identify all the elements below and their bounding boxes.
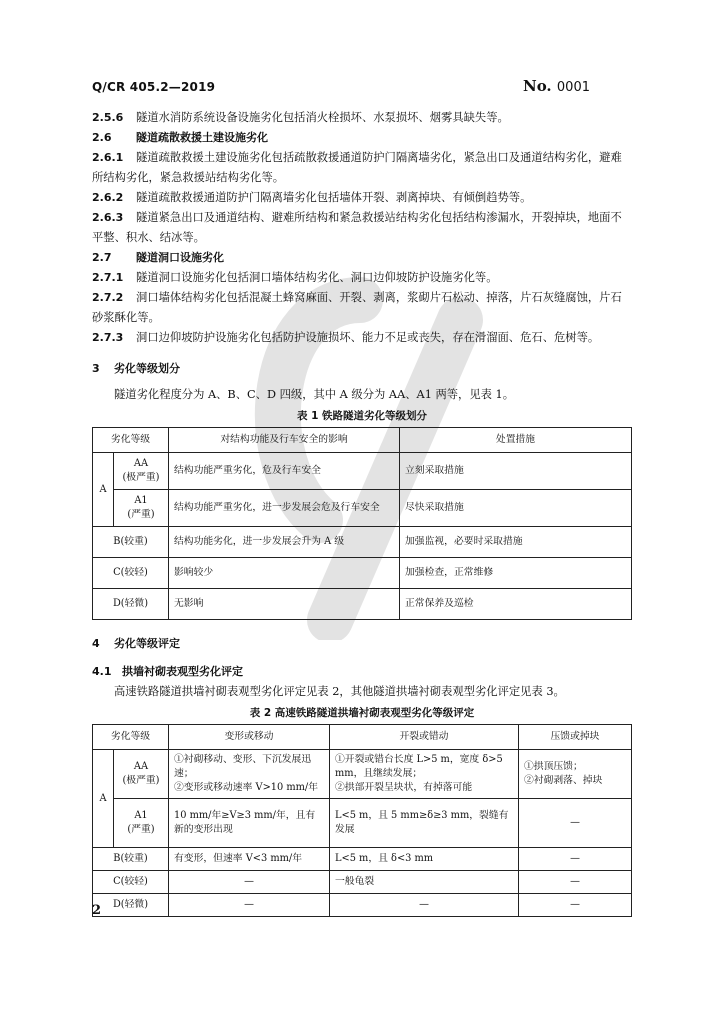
heading-text: 隧道洞口设施劣化 [136,251,224,264]
grade-desc: (极严重) [122,472,160,483]
clause-2-6-2 [92,188,632,208]
crack-cell: L<5 m，且 5 mm≥δ≥3 mm，裂缝有发展 [330,799,519,848]
crack-cell: — [330,894,519,917]
heading-number: 4.1 [92,665,112,678]
grade-cell [114,490,169,527]
table-2 [92,724,632,917]
table-row [93,871,632,894]
grade-cell: B(较重) [93,848,169,871]
grade-cell [114,799,169,848]
table-row [93,490,632,527]
table-header-row [93,725,632,750]
spall-cell: — [519,871,632,894]
column-header: 对结构功能及行车安全的影响 [169,428,400,453]
clause-number: 2.7.2 [92,291,124,304]
heading-text: 拱墙衬砌表观型劣化评定 [122,665,243,678]
grade-desc: (极严重) [122,775,160,786]
heading-2-6 [92,128,632,148]
clause-number: 2.6.3 [92,211,124,224]
grade-cell: C(较轻) [93,871,169,894]
effect-cell: 无影响 [169,589,400,620]
deform-cell [169,750,330,799]
column-header: 压馈或掉块 [519,725,632,750]
table-row [93,558,632,589]
action-cell: 加强检查，正常维修 [400,558,632,589]
deform-cell: 10 mm/年≥V≥3 mm/年，且有新的变形出现 [169,799,330,848]
action-cell: 正常保养及巡检 [400,589,632,620]
cell-line: ①衬砌移动、变形、下沉发展迅速； [174,754,312,779]
table-row [93,894,632,917]
grade-desc: (严重) [127,824,155,835]
document-code: Q/CR 405.2—2019 [92,80,216,94]
number-label: No. [522,77,552,95]
clause-2-5-6 [92,108,632,128]
clause-text: 隧道紧急出口及通道结构、避难所结构和紧急救援站结构劣化包括结构渗漏水，开裂掉块，地面不平整、积水、结冰等。 [92,211,622,244]
clause-2-7-2 [92,288,632,328]
table-1-title: 表 1 铁路隧道劣化等级划分 [296,410,428,422]
grade-cell: B(较重) [93,527,169,558]
crack-cell [330,750,519,799]
clause-number: 2.6.2 [92,191,124,204]
table-row [93,750,632,799]
clause-number: 2.7.1 [92,271,124,284]
column-header: 开裂或错动 [330,725,519,750]
page-number: 2 [92,903,102,918]
table-row [93,799,632,848]
clause-number: 2.5.6 [92,111,124,124]
heading-2-7 [92,248,632,268]
deform-cell: — [169,894,330,917]
heading-3 [92,359,632,379]
clause-2-6-1 [92,148,632,188]
grade-desc: (严重) [127,509,155,520]
clause-text: 隧道洞口设施劣化包括洞口墙体结构劣化、洞口边仰坡防护设施劣化等。 [136,271,498,284]
heading-text: 劣化等级划分 [114,362,180,375]
cell-line: ②衬砌剥落、掉块 [524,775,603,786]
crack-cell: L<5 m，且 δ<3 mm [330,848,519,871]
heading-4-1 [92,662,632,682]
table-header-row [93,428,632,453]
grade-cell [114,750,169,799]
clause-text: 隧道疏散救援土建设施劣化包括疏散救援通道防护门隔离墙劣化，紧急出口及通道结构劣化，避难所结构劣化，紧急救援站结构劣化等。 [92,151,622,184]
heading-number: 4 [92,637,100,650]
grade-cell: C(较轻) [93,558,169,589]
cell-line: ①拱顶压馈； [524,761,583,772]
clause-number: 2.7.3 [92,331,124,344]
effect-cell: 结构功能严重劣化，进一步发展会危及行车安全 [169,490,400,527]
table-row [93,453,632,490]
action-cell: 尽快采取措施 [400,490,632,527]
heading-number: 2.7 [92,251,112,264]
grade-code: AA [133,458,149,469]
table-row [93,848,632,871]
heading-number: 2.6 [92,131,112,144]
heading-4 [92,634,632,654]
effect-cell: 结构功能劣化，进一步发展会升为 A 级 [169,527,400,558]
cell-line: ②拱部开裂呈块状，有掉落可能 [335,782,473,793]
heading-number: 3 [92,362,100,375]
table-2-title: 表 2 高速铁路隧道拱墙衬砌表观型劣化等级评定 [249,707,475,719]
grade-cell [114,453,169,490]
clause-number: 2.6.1 [92,151,124,164]
table-row [93,589,632,620]
clause-text: 洞口边仰坡防护设施劣化包括防护设施损坏、能力不足或丧失，存在滑溜面、危石、危树等。 [136,331,600,344]
action-cell: 立刻采取措施 [400,453,632,490]
column-header: 处置措施 [400,428,632,453]
document-number [523,77,590,95]
deform-cell: — [169,871,330,894]
effect-cell: 结构功能严重劣化，危及行车安全 [169,453,400,490]
column-header: 劣化等级 [93,725,169,750]
clause-2-7-1 [92,268,632,288]
number-value: 0001 [556,80,590,95]
grade-cell: D(轻微) [93,589,169,620]
crack-cell: 一般龟裂 [330,871,519,894]
spall-cell: — [519,848,632,871]
spall-cell: — [519,799,632,848]
spall-cell [519,750,632,799]
table-row [93,527,632,558]
cell-line: ①开裂或错台长度 L>5 m，宽度 δ>5 mm，且继续发展； [335,754,503,779]
grade-code: A1 [134,810,148,821]
spall-cell: — [519,894,632,917]
heading-text: 劣化等级评定 [114,637,180,650]
table-1 [92,427,632,620]
effect-cell: 影响较少 [169,558,400,589]
grade-cell: D(轻微) [93,894,169,917]
section-4-1-intro: 高速铁路隧道拱墙衬砌表观型劣化评定见表 2，其他隧道拱墙衬砌表观型劣化评定见表 3。 [114,685,565,698]
grade-code: AA [133,761,149,772]
column-header: 变形或移动 [169,725,330,750]
document-body [92,108,632,917]
deform-cell: 有变形，但速率 V<3 mm/年 [169,848,330,871]
section-3-intro: 隧道劣化程度分为 A、B、C、D 四级，其中 A 级分为 AA、A1 两等，见表 1。 [114,388,515,401]
clause-2-7-3 [92,328,632,348]
grade-code: A1 [134,495,148,506]
grade-group-a: A [93,750,114,848]
clause-text: 隧道水消防系统设备设施劣化包括消火栓损坏、水泵损坏、烟雾具缺失等。 [136,111,509,124]
action-cell: 加强监视，必要时采取措施 [400,527,632,558]
clause-text: 洞口墙体结构劣化包括混凝土蜂窝麻面、开裂、剥离，浆砌片石松动、掉落，片石灰缝腐蚀，片石砂浆酥化等。 [92,291,622,324]
clause-2-6-3 [92,208,632,248]
cell-line: ②变形或移动速率 V>10 mm/年 [174,782,319,793]
column-header: 劣化等级 [93,428,169,453]
grade-group-a: A [93,453,114,527]
heading-text: 隧道疏散救援土建设施劣化 [136,131,268,144]
clause-text: 隧道疏散救援通道防护门隔离墙劣化包括墙体开裂、剥离掉块、有倾倒趋势等。 [136,191,532,204]
